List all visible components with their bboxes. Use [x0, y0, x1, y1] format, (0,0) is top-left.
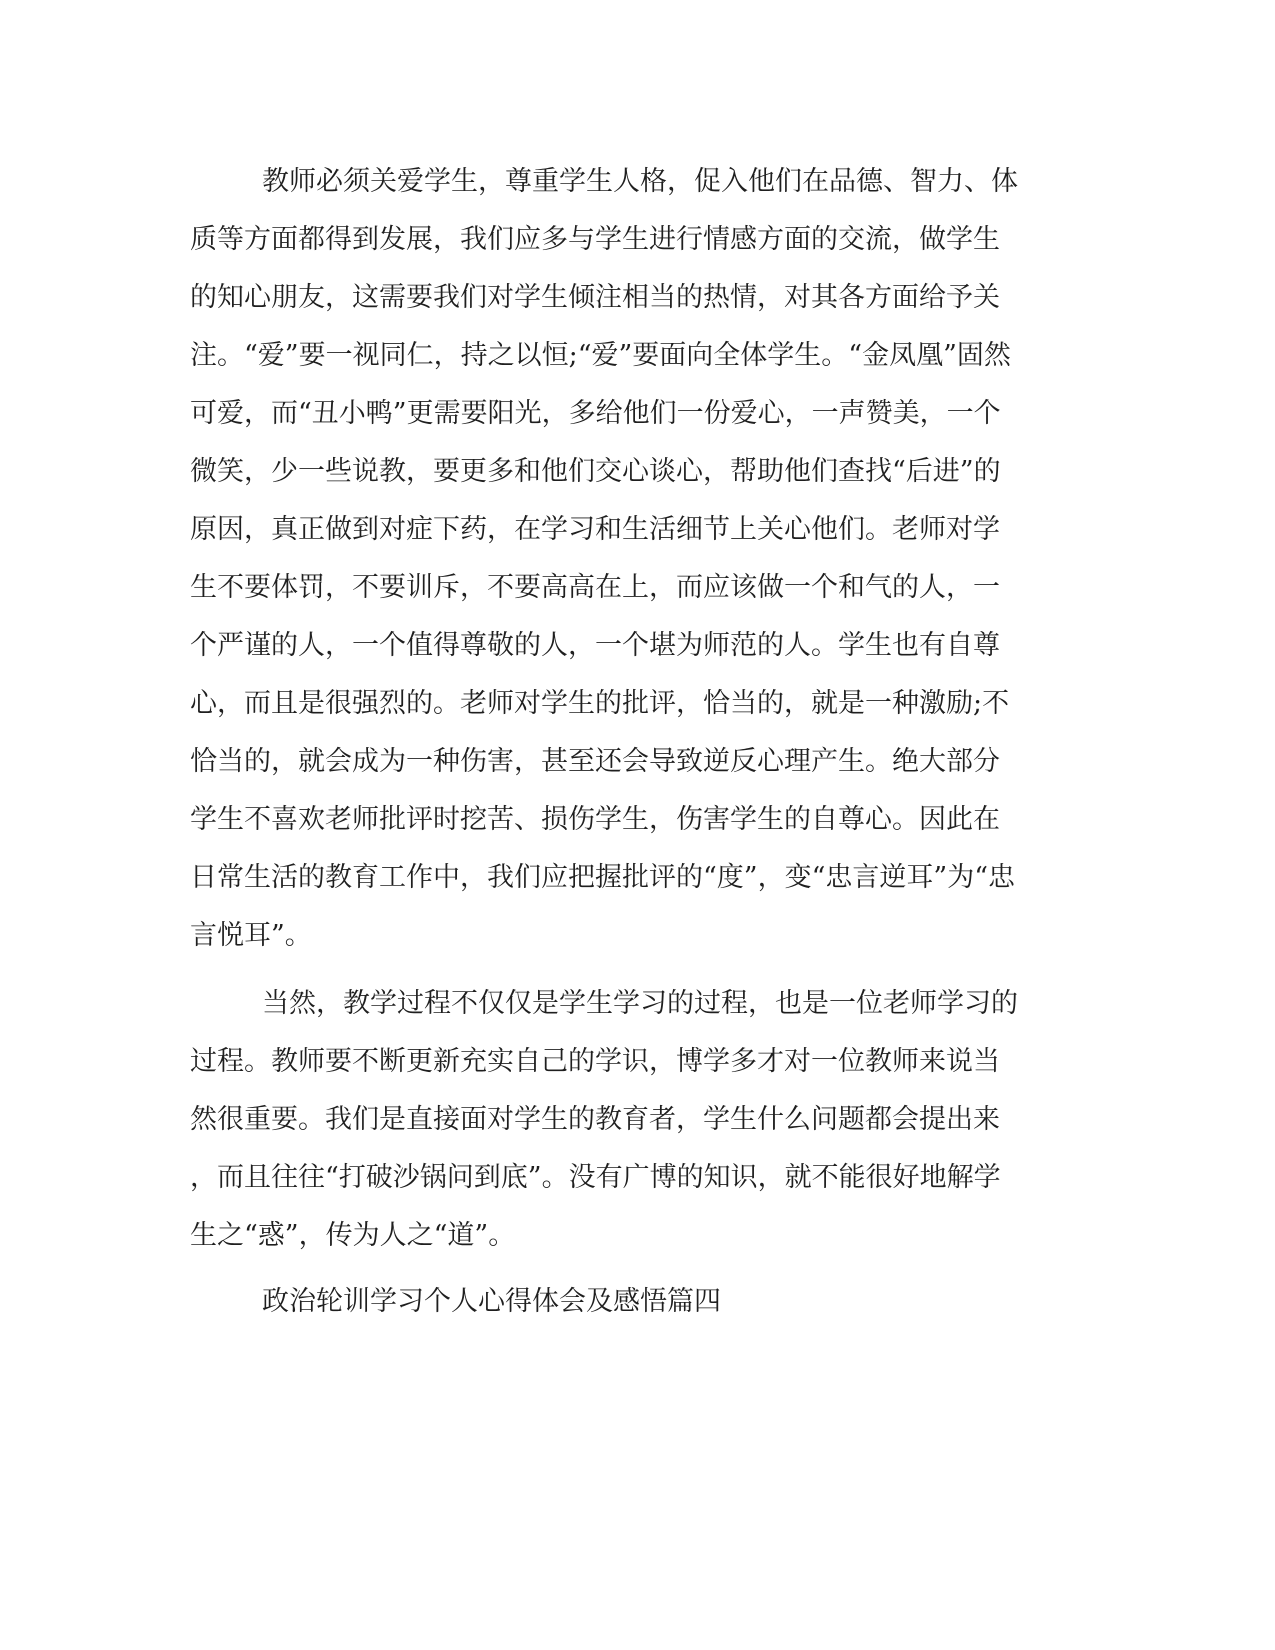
paragraph-1-line-12: 学生不喜欢老师批评时挖苦、损伤学生，伤害学生的自尊心。因此在 [190, 804, 1000, 835]
paragraph-2-line-5: 生之“惑”，传为人之“道”。 [190, 1220, 516, 1251]
paragraph-2-line-1: 当然，教学过程不仅仅是学生学习的过程，也是一位老师学习的 [262, 988, 1018, 1019]
paragraph-1-line-9: 个严谨的人，一个值得尊敬的人，一个堪为师范的人。学生也有自尊 [190, 630, 1000, 661]
paragraph-1-line-4: 注。“爱”要一视同仁，持之以恒;“爱”要面向全体学生。“金凤凰”固然 [190, 340, 1011, 371]
paragraph-1-line-10: 心，而且是很强烈的。老师对学生的批评，恰当的，就是一种激励;不 [190, 688, 1010, 719]
paragraph-1-line-2: 质等方面都得到发展，我们应多与学生进行情感方面的交流，做学生 [190, 224, 1000, 255]
paragraph-1-line-1: 教师必须关爱学生，尊重学生人格，促入他们在品德、智力、体 [262, 166, 1018, 197]
paragraph-1-line-13: 日常生活的教育工作中，我们应把握批评的“度”，变“忠言逆耳”为“忠 [190, 862, 1016, 893]
paragraph-1-line-3: 的知心朋友，这需要我们对学生倾注相当的热情，对其各方面给予关 [190, 282, 1000, 313]
paragraph-1-line-14: 言悦耳”。 [190, 920, 312, 951]
paragraph-1-line-6: 微笑，少一些说教，要更多和他们交心谈心，帮助他们查找“后进”的 [190, 456, 1001, 487]
paragraph-1-line-11: 恰当的，就会成为一种伤害，甚至还会导致逆反心理产生。绝大部分 [190, 746, 1000, 777]
paragraph-2-line-2: 过程。教师要不断更新充实自己的学识，博学多才对一位教师来说当 [190, 1046, 1000, 1077]
paragraph-1-line-7: 原因，真正做到对症下药，在学习和生活细节上关心他们。老师对学 [190, 514, 1000, 545]
paragraph-1-line-5: 可爱，而“丑小鸭”更需要阳光，多给他们一份爱心，一声赞美，一个 [190, 398, 1001, 429]
paragraph-2-line-3: 然很重要。我们是直接面对学生的教育者，学生什么问题都会提出来 [190, 1104, 1000, 1135]
paragraph-2-line-4: ，而且往往“打破沙锅问到底”。没有广博的知识，就不能很好地解学 [190, 1162, 1001, 1193]
paragraph-1-line-8: 生不要体罚，不要训斥，不要高高在上，而应该做一个和气的人，一 [190, 572, 1000, 603]
section-heading: 政治轮训学习个人心得体会及感悟篇四 [262, 1286, 721, 1317]
